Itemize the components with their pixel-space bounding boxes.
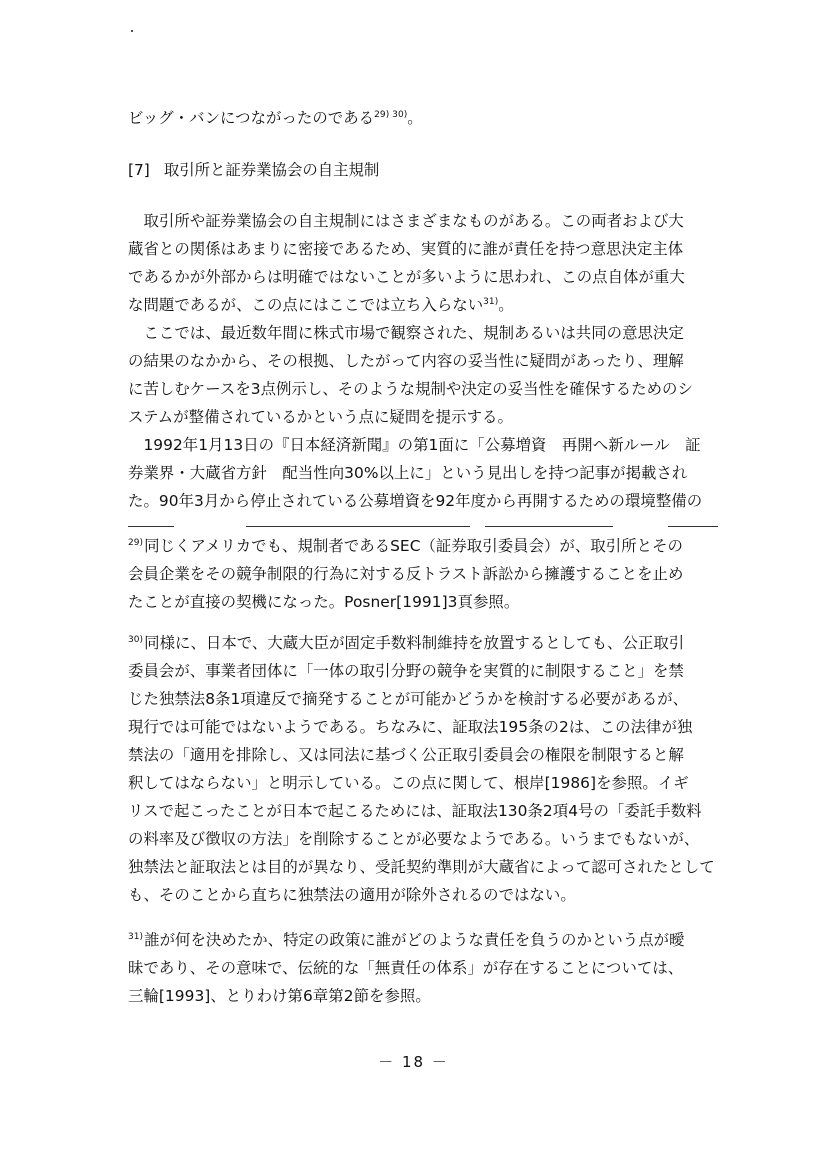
footnote-29-line-3: たことが直接の契機になった。Posner[1991]3頁参照。 — [128, 593, 520, 611]
footnote-31-mark: 31) — [128, 931, 144, 942]
footnote-30-line-9: 独禁法と証取法とは目的が異なり、受託契約準則が大蔵省によって認可されたとして — [128, 858, 715, 876]
footnote-30-line-2: 委員会が、事業者団体に「一体の取引分野の競争を実質的に制限すること」を禁 — [128, 662, 684, 680]
footnote-29-line-1 — [128, 536, 683, 556]
intro-line — [128, 108, 423, 128]
footnote-30-line-4: 現行では可能ではないようである。ちなみに、証取法195条の2は、この法律が独 — [128, 718, 693, 736]
footnote-rule-segment — [246, 526, 470, 527]
section-number: [7] — [128, 161, 150, 179]
footnote-30-line-3: じた独禁法8条1項違反で摘発することが可能かどうかを検討する必要があるが、 — [128, 690, 689, 708]
footnote-30-line-7: リスで起こったことが日本で起こるためには、証取法130条2項4号の「委託手数料 — [128, 802, 702, 820]
intro-text: ビッグ・バンにつながったのである — [128, 109, 375, 127]
paragraph-1-text: な問題であるが、この点にはここでは立ち入らない — [128, 296, 484, 314]
page-number: － 18 － — [378, 1053, 449, 1071]
footnote-29-mark: 29) — [128, 537, 144, 548]
footnote-rule-segment — [668, 526, 718, 527]
paragraph-3-line-2: 券業界・大蔵省方針 配当性向30%以上に」という見出しを持つ記事が掲載され — [128, 464, 688, 482]
footnote-30-line-1 — [128, 633, 684, 653]
footnote-30-line-10: も、そのことから直ちに独禁法の適用が除外されるのではない。 — [128, 886, 576, 904]
intro-end: 。 — [407, 109, 423, 127]
paragraph-2-line-4: ステムが整備されているかという点に疑問を提示する。 — [128, 408, 513, 426]
footnote-29-text-1: 同じくアメリカでも、規制者であるSEC（証券取引委員会）が、取引所とその — [144, 537, 683, 555]
paragraph-2-line-3: に苦しむケースを3点例示し、そのような規制や決定の妥当性を確保するためのシ — [128, 380, 693, 398]
paragraph-1-line-4 — [128, 295, 514, 315]
paragraph-1-line-3: であるかが外部からは明確ではないことが多いように思われ、この点自体が重大 — [128, 268, 685, 286]
intro-footnote-refs: 29) 30) — [374, 109, 408, 120]
paragraph-1-footnote-ref: 31) — [483, 296, 499, 307]
footnote-30-mark: 30) — [128, 634, 144, 645]
footnote-30-line-5: 禁法の「適用を排除し、又は同法に基づく公正取引委員会の権限を制限すると解 — [128, 746, 684, 764]
footnote-rule-segment — [128, 526, 174, 527]
footnote-30-text-1: 同様に、日本で、大蔵大臣が固定手数料制維持を放置するとしても、公正取引 — [144, 634, 685, 652]
footnote-31-line-1 — [128, 930, 685, 950]
footnote-rule-segment — [485, 526, 613, 527]
footnote-30-line-6: 釈してはならない」と明示している。この点に関して、根岸[1986]を参照。イギ — [128, 774, 689, 792]
footnote-31-line-3: 三輪[1993]、とりわけ第6章第2節を参照。 — [128, 987, 431, 1005]
paragraph-1-line-1: 取引所や証券業協会の自主規制にはさまざまなものがある。この両者および大 — [128, 212, 684, 230]
footnote-29-line-2: 会員企業をその競争制限的行為に対する反トラスト訴訟から擁護することを止め — [128, 565, 684, 583]
section-title: 取引所と証券業協会の自主規制 — [163, 161, 380, 179]
paragraph-1-line-2: 蔵省との関係はあまりに密接であるため、実質的に誰が責任を持つ意思決定主体 — [128, 240, 684, 258]
paragraph-3-line-1: 1992年1月13日の『日本経済新聞』の第1面に「公募増資 再開へ新ルール 証 — [128, 436, 701, 454]
footnote-31-text-1: 誰が何を決めたか、特定の政策に誰がどのような責任を負うのかという点が曖 — [144, 931, 685, 949]
paragraph-3-line-3: た。90年3月から停止されている公募増資を92年度から再開するための環境整備の — [128, 492, 703, 510]
paragraph-2-line-2: の結果のなかから、その根拠、したがって内容の妥当性に疑問があったり、理解 — [128, 352, 684, 370]
paragraph-2-line-1: ここでは、最近数年間に株式市場で観察された、規制あるいは共同の意思決定 — [128, 324, 684, 342]
section-heading — [128, 160, 379, 180]
footnote-31-line-2: 昧であり、その意味で、伝統的な「無責任の体系」が存在することについては、 — [128, 959, 684, 977]
paragraph-1-end: 。 — [498, 296, 514, 314]
scan-speck — [131, 30, 133, 32]
footnote-30-line-8: の料率及び徴収の方法」を削除することが必要なようである。いうまでもないが、 — [128, 830, 700, 848]
